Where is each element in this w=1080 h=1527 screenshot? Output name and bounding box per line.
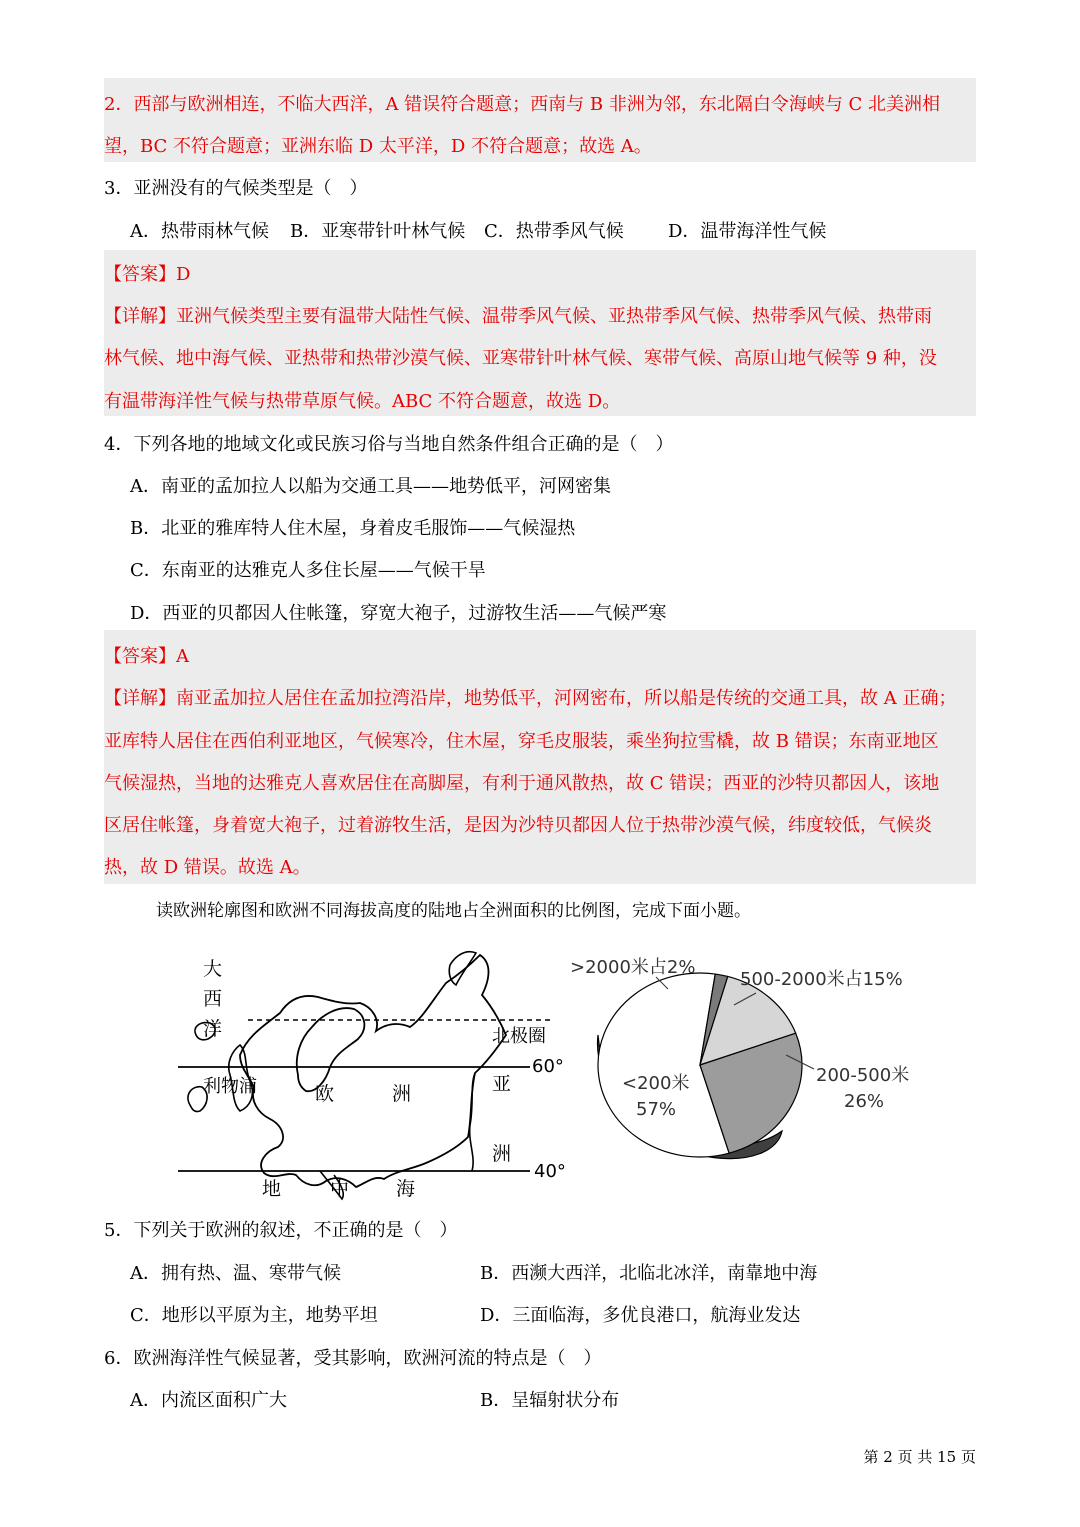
- q3-stem: 3．亚洲没有的气候类型是（ ）: [104, 178, 368, 199]
- europe-label-2: 洲: [392, 1083, 412, 1105]
- page-number: 第 2 页 共 15 页: [863, 1448, 976, 1466]
- europe-label-1: 欧: [315, 1083, 335, 1105]
- q3-explain-line: 【详解】亚洲气候类型主要有温带大陆性气候、温带季风气候、亚热带季风气候、热带季风气候、热带雨: [104, 306, 932, 327]
- q3-answer: 【答案】D: [104, 264, 191, 285]
- q5-option-d: D．三面临海，多优良港口，航海业发达: [480, 1305, 801, 1326]
- europe-coastline: [240, 955, 506, 1187]
- q4-explain-line: 亚库特人居住在西伯利亚地区，气候寒冷，住木屋，穿毛皮服装，乘坐狗拉雪橇，故 B 错误；东南亚地区: [104, 731, 939, 752]
- q4-option-c: C．东南亚的达雅克人多住长屋——气候干旱: [130, 560, 486, 581]
- q4-explain-line: 区居住帐篷，身着宽大袍子，过着游牧生活，是因为沙特贝都因人位于热带沙漠气候，纬度较低，气候炎: [104, 815, 932, 836]
- asia-label-1: 亚: [492, 1073, 512, 1095]
- pie-label-500-2000: 500-2000米占15%: [740, 969, 903, 990]
- q6-option-a: A．内流区面积广大: [130, 1390, 287, 1411]
- q6-stem: 6．欧洲海洋性气候显著，受其影响，欧洲河流的特点是（ ）: [104, 1348, 602, 1369]
- q5-option-c: C．地形以平原为主，地势平坦: [130, 1305, 378, 1326]
- med-label-3: 海: [396, 1178, 416, 1200]
- pie-value-200-500: 26%: [844, 1091, 885, 1112]
- q3-option-d: D．温带海洋性气候: [668, 221, 827, 242]
- q4-explain-line: 【详解】南亚孟加拉人居住在孟加拉湾沿岸，地势低平，河网密布，所以船是传统的交通工具，故 A 正确；: [104, 688, 957, 709]
- q4-explain-line: 气候湿热，当地的达雅克人喜欢居住在高脚屋，有利于通风散热，故 C 错误；西亚的沙特贝都因人，该地: [104, 773, 940, 794]
- pie-label-over2000: >2000米占2%: [570, 957, 696, 978]
- q5-option-b: B．西濒大西洋，北临北冰洋，南靠地中海: [480, 1263, 818, 1284]
- q2-explain-line: 望，BC 不符合题意；亚洲东临 D 太平洋，D 不符合题意；故选 A。: [104, 136, 652, 157]
- atlantic-label-3: 洋: [203, 1018, 223, 1040]
- europe-outline-map: [170, 935, 570, 1205]
- novaya-zemlya-coast: [449, 952, 476, 985]
- asia-label-2: 洲: [492, 1143, 512, 1165]
- q5-stem: 5．下列关于欧洲的叙述，不正确的是（ ）: [104, 1220, 458, 1241]
- liverpool-label: 利物浦: [203, 1076, 257, 1097]
- pie-label-under200: <200米: [622, 1073, 690, 1094]
- atlantic-label-2: 西: [203, 988, 223, 1010]
- pie-value-under200: 57%: [636, 1099, 677, 1120]
- lat40-label: 40°: [534, 1161, 566, 1182]
- q6-option-b: B．呈辐射状分布: [480, 1390, 620, 1411]
- pie-label-200-500: 200-500米: [816, 1065, 910, 1086]
- med-label-2: 中: [330, 1178, 350, 1200]
- q3-option-c: C．热带季风气候: [484, 221, 624, 242]
- lat60-label: 60°: [532, 1056, 564, 1077]
- q4-option-b: B．北亚的雅库特人住木屋，身着皮毛服饰——气候湿热: [130, 518, 576, 539]
- q4-option-a: A．南亚的孟加拉人以船为交通工具——地势低平，河网密集: [130, 476, 611, 497]
- atlantic-label-1: 大: [203, 958, 223, 980]
- q4-explain-line: 热，故 D 错误。故选 A。: [104, 857, 311, 878]
- ural-boundary: [470, 1073, 475, 1171]
- q4-answer: 【答案】A: [104, 646, 189, 667]
- q3-explain-line: 有温带海洋性气候与热带草原气候。ABC 不符合题意，故选 D。: [104, 391, 621, 412]
- elevation-pie-chart: [560, 945, 920, 1205]
- q4-option-d: D．西亚的贝都因人住帐篷，穿宽大袍子，过游牧生活——气候严寒: [130, 603, 667, 624]
- figure-intro: 读欧洲轮廓图和欧洲不同海拔高度的陆地占全洲面积的比例图，完成下面小题。: [156, 901, 751, 921]
- q4-stem: 4．下列各地的地域文化或民族习俗与当地自然条件组合正确的是（ ）: [104, 434, 674, 455]
- q2-explain-line: 2．西部与欧洲相连，不临大西洋，A 错误符合题意；西南与 B 非洲为邻，东北隔白令海峡与 C 北美洲相: [104, 94, 941, 115]
- q3-option-a: A．热带雨林气候: [130, 221, 269, 242]
- med-label-1: 地: [262, 1178, 282, 1200]
- q5-option-a: A．拥有热、温、寒带气候: [130, 1263, 341, 1284]
- q3-option-b: B．亚寒带针叶林气候: [290, 221, 466, 242]
- q3-explain-line: 林气候、地中海气候、亚热带和热带沙漠气候、亚寒带针叶林气候、寒带气候、高原山地气候等 9 种，没: [104, 348, 937, 369]
- arctic-circle-label: 北极圈: [492, 1026, 546, 1047]
- q4-answer-band: [104, 630, 976, 884]
